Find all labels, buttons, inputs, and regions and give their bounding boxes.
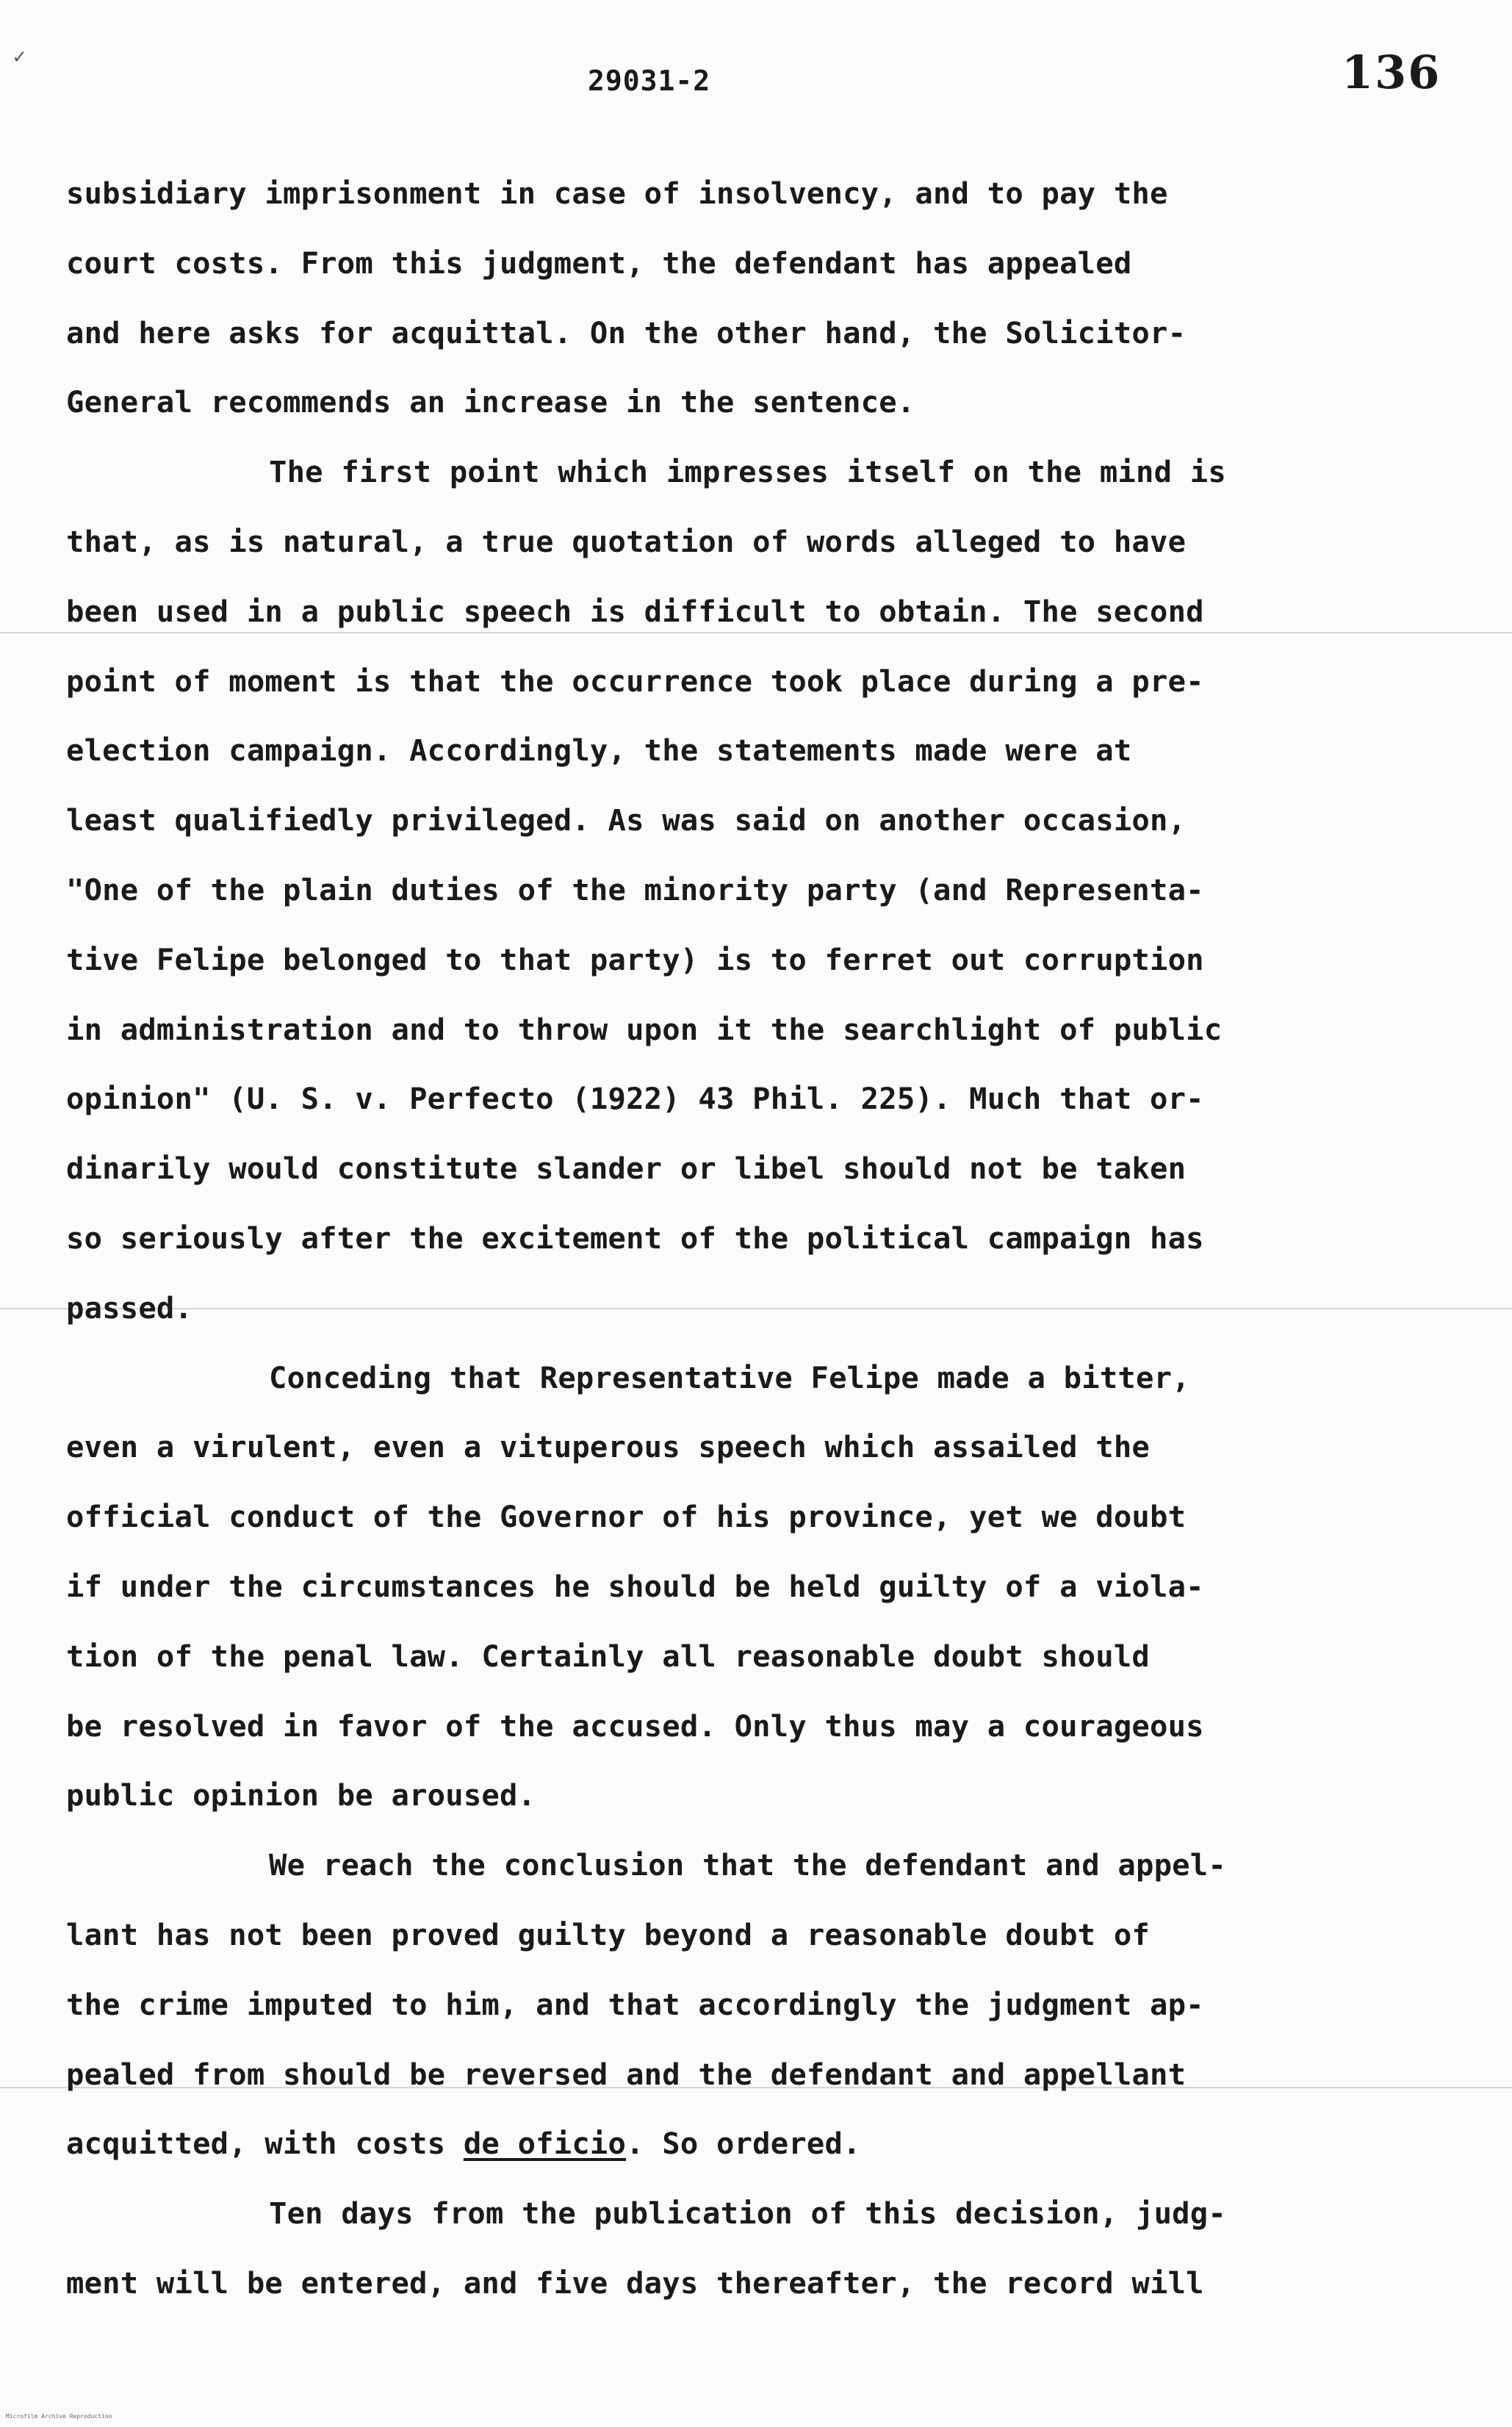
text-line: tive Felipe belonged to that party) is to ferret out corruption (66, 941, 1204, 977)
text-line: been used in a public speech is difficult to obtain. The second (66, 593, 1204, 629)
microfilm-footer: Microfilm Archive Reproduction (6, 2413, 112, 2420)
text-line: that, as is natural, a true quotation of words alleged to have (66, 523, 1187, 559)
text-line: so seriously after the excitement of the political campaign has (66, 1220, 1204, 1256)
text-line: even a virulent, even a vituperous speech which assailed the (66, 1429, 1150, 1465)
text-line: court costs. From this judgment, the defendant has appealed (66, 245, 1132, 281)
text-line: official conduct of the Governor of his province, yet we doubt (66, 1499, 1187, 1535)
text-line: opinion" (U. S. v. Perfecto (1922) 43 Phil. 225). Much that or- (66, 1081, 1204, 1117)
underlined-latin-phrase: de oficio (463, 2126, 627, 2162)
paragraph-start-line: Conceding that Representative Felipe made a bitter, (269, 1359, 1190, 1395)
text-line: "One of the plain duties of the minority party (and Representa- (66, 871, 1204, 907)
text-segment: . So ordered. (626, 2126, 861, 2162)
margin-mark: ✓ (13, 44, 26, 68)
text-line: in administration and to throw upon it the searchlight of public (66, 1011, 1223, 1047)
text-line: be resolved in favor of the accused. Only thus may a courageous (66, 1708, 1204, 1744)
text-line: the crime imputed to him, and that accordingly the judgment ap- (66, 1986, 1204, 2022)
text-line: point of moment is that the occurrence took place during a pre- (66, 663, 1204, 699)
text-line: General recommends an increase in the sentence. (66, 384, 915, 420)
text-line: and here asks for acquittal. On the other hand, the Solicitor- (66, 314, 1187, 350)
text-line: election campaign. Accordingly, the statements made were at (66, 733, 1132, 769)
paragraph-start-line: We reach the conclusion that the defendant and appel- (269, 1847, 1226, 1883)
text-line: ment will be entered, and five days thereafter, the record will (66, 2265, 1204, 2301)
text-line: dinarily would constitute slander or libel should not be taken (66, 1151, 1187, 1187)
text-segment: acquitted, with costs (66, 2126, 464, 2162)
text-line: tion of the penal law. Certainly all reasonable doubt should (66, 1638, 1150, 1674)
text-line: pealed from should be reversed and the defendant and appellant (66, 2056, 1187, 2092)
page-number: 136 (1342, 46, 1441, 99)
text-line-with-underline (66, 2116, 1418, 2186)
paragraph-start-line: The first point which impresses itself on the mind is (269, 454, 1226, 490)
text-line: if under the circumstances he should be held guilty of a viola- (66, 1568, 1204, 1604)
text-line: lant has not been proved guilty beyond a reasonable doubt of (66, 1916, 1150, 1952)
text-line: subsidiary imprisonment in case of insolvency, and to pay the (66, 176, 1168, 211)
paragraph-start-line: Ten days from the publication of this decision, judg- (269, 2196, 1226, 2232)
text-line: passed. (66, 1290, 193, 1326)
document-body (66, 166, 1418, 2326)
text-line: least qualifiedly privileged. As was said on another occasion, (66, 802, 1187, 838)
text-line: public opinion be aroused. (66, 1777, 536, 1813)
document-number: 29031-2 (588, 65, 711, 97)
